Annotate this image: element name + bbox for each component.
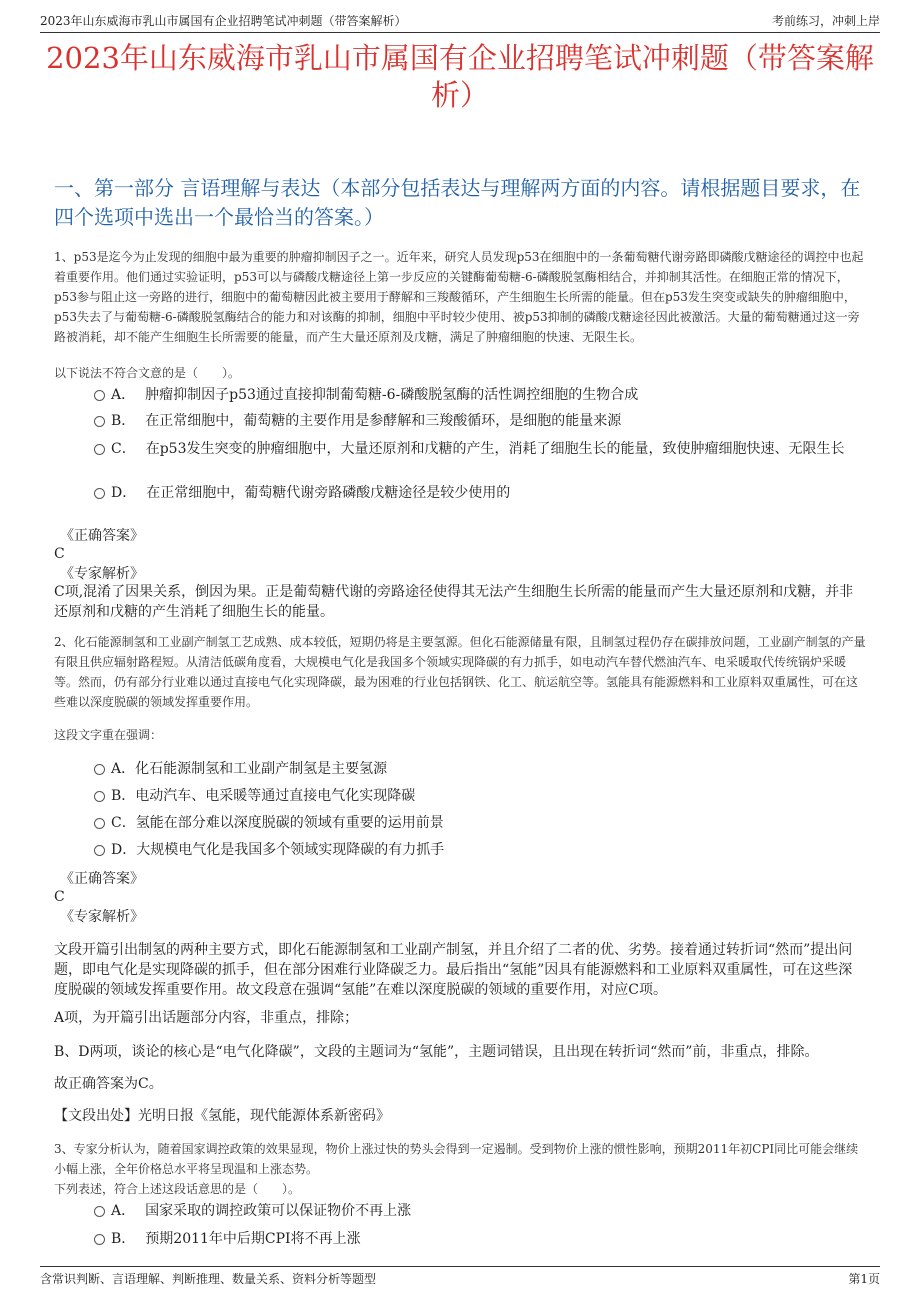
q2-option-d[interactable]	[94, 839, 866, 861]
q3-question: 下列表述，符合上述这段话意思的是（ ）。	[54, 1182, 301, 1196]
q2-analysis-label: 《专家解析》	[60, 909, 144, 925]
q2-analysis-paragraph: 故正确答案为C。	[54, 1076, 163, 1092]
option-letter: D．	[111, 842, 137, 858]
radio-icon[interactable]	[94, 818, 105, 829]
header-slogan: 考前练习，冲刺上岸	[771, 14, 880, 28]
q3-stem: 3、专家分析认为，随着国家调控政策的效果显现，物价上涨过快的势头会得到一定遏制。受到物价上涨的惯性影响，预期2011年初CPI同比可能会继续小幅上涨，全年价格总水平将呈现温和上涨态势。	[54, 1142, 859, 1176]
radio-icon[interactable]	[94, 791, 105, 802]
q2-question: 这段文字重在强调：	[54, 728, 163, 742]
q2-analysis-paragraph: B、D两项，谈论的核心是“电气化降碳”，文段的主题词为“氢能”，主题词错误，且出现在转折词“然而”前，非重点，排除。	[54, 1044, 819, 1060]
header-title: 2023年山东威海市乳山市属国有企业招聘笔试冲刺题（带答案解析）	[40, 14, 407, 28]
option-letter: C．	[111, 815, 136, 831]
option-letter: B．	[111, 413, 136, 429]
q2-answer-label: 《正确答案》	[60, 871, 144, 887]
q1-question: 以下说法不符合文意的是（ ）。	[54, 366, 241, 380]
radio-icon[interactable]	[94, 390, 105, 401]
footer-note: 含常识判断、言语理解、判断推理、数量关系、资料分析等题型	[40, 1272, 377, 1286]
q2-option-a[interactable]	[94, 758, 866, 780]
radio-icon[interactable]	[94, 488, 105, 499]
radio-icon[interactable]	[94, 444, 105, 455]
radio-icon[interactable]	[94, 764, 105, 775]
q2-analysis-paragraph: A项，为开篇引出话题部分内容，非重点，排除；	[54, 1010, 359, 1026]
q1-answer-label: 《正确答案》	[60, 528, 144, 544]
page-header	[40, 10, 880, 33]
page-footer	[40, 1266, 880, 1291]
radio-icon[interactable]	[94, 845, 105, 856]
q3-option-a[interactable]	[94, 1200, 866, 1222]
option-text: 在正常细胞中，葡萄糖的主要作用是参酵解和三羧酸循环，是细胞的能量来源	[145, 413, 622, 429]
q1-analysis: C项,混淆了因果关系，倒因为果。正是葡萄糖代谢的旁路途径使得其无法产生细胞生长所需的能量而产生大量还原剂和戊糖，并非还原剂和戊糖的产生消耗了细胞生长的能量。	[54, 584, 854, 620]
q1-option-d[interactable]	[94, 482, 866, 504]
option-text: 在正常细胞中，葡萄糖代谢旁路磷酸戊糖途径是较少使用的	[146, 485, 511, 501]
q1-option-b[interactable]	[94, 410, 866, 432]
option-letter: B．	[111, 788, 136, 804]
q2-stem: 2、化石能源制氢和工业副产制氢工艺成熟、成本较低，短期仍将是主要氢源。但化石能源储量有限，且制氢过程仍存在碳排放问题，工业副产制氢的产量有限且供应辐射路程短。从清洁低碳角度看，大规模电气化是我国多个领域实现降碳的有力抓手，如电动汽车替代燃油汽车、电采暖取代传统锅炉采暖等。然而，仍有部分行业难以通过直接电气化实现降碳，最为困难的行业包括钢铁、化工、航运航空等。氢能具有能源燃料和工业原料双重属性，可在这些难以深度脱碳的领域发挥重要作用。	[54, 635, 866, 709]
q1-option-a[interactable]	[94, 384, 866, 406]
option-text: 化石能源制氢和工业副产制氢是主要氢源	[135, 761, 388, 777]
section-heading: 一、第一部分 言语理解与表达（本部分包括表达与理解两方面的内容。请根据题目要求，在四个选项中选出一个最恰当的答案。）	[54, 176, 861, 229]
option-text: 肿瘤抑制因子p53通过直接抑制葡萄糖-6-磷酸脱氢酶的活性调控细胞的生物合成	[145, 387, 639, 403]
option-text: 大规模电气化是我国多个领域实现降碳的有力抓手	[136, 842, 445, 858]
q3-option-b[interactable]	[94, 1228, 866, 1250]
option-text: 预期2011年中后期CPI将不再上涨	[145, 1231, 361, 1247]
option-text: 在p53发生突变的肿瘤细胞中，大量还原剂和戊糖的产生，消耗了细胞生长的能量，致使肿瘤细胞快速、无限生长	[145, 441, 845, 457]
q1-stem: 1、p53是迄今为止发现的细胞中最为重要的肿瘤抑制因子之一。近年来，研究人员发现p53在细胞中的一条葡萄糖代谢旁路即磷酸戊糖途径的调控中也起着重要作用。他们通过实验证明，p53可以与磷酸戊糖途径上第一步反应的关键酶葡萄糖-6-磷酸脱氢酶相结合，并抑制其活性。在细胞正常的情况下，p53参与阻止这一旁路的进行，细胞中的葡萄糖因此被主要用于酵解和三羧酸循环，产生细胞生长所需的能量。但在p53发生突变或缺失的肿瘤细胞中，p53失去了与葡萄糖-6-磷酸脱氢酶结合的能力和对该酶的抑制，细胞中平时较少使用、被p53抑制的磷酸戊糖途径因此被激活。大量的葡萄糖通过这一旁路被消耗，却不能产生细胞生长所需要的能量，而产生大量还原剂及戊糖，满足了肿瘤细胞的快速、无限生长。	[54, 250, 864, 344]
q2-option-c[interactable]	[94, 812, 866, 834]
q2-source: 【文段出处】光明日报《氢能，现代能源体系新密码》	[54, 1108, 390, 1124]
option-letter: A．	[111, 1203, 136, 1219]
option-letter: A．	[111, 761, 136, 777]
radio-icon[interactable]	[94, 416, 105, 427]
option-text: 氢能在部分难以深度脱碳的领域有重要的运用前景	[135, 815, 444, 831]
option-text: 国家采取的调控政策可以保证物价不再上涨	[145, 1203, 412, 1219]
q2-analysis-paragraph: 文段开篇引出制氢的两种主要方式，即化石能源制氢和工业副产制氢，并且介绍了二者的优、劣势。接着通过转折词“然而”提出问题，即电气化是实现降碳的抓手，但在部分困难行业降碳乏力。最后指出“氢能”因具有能源燃料和工业原料双重属性，可在这些深度脱碳的领域发挥重要作用。故文段意在强调“氢能”在难以深度脱碳的领域的重要作用，对应C项。	[54, 942, 853, 998]
option-letter: C．	[111, 441, 136, 457]
q1-answer: C	[54, 546, 65, 562]
option-letter: B．	[111, 1231, 136, 1247]
radio-icon[interactable]	[94, 1206, 105, 1217]
q1-analysis-label: 《专家解析》	[60, 566, 144, 582]
option-letter: A．	[111, 387, 136, 403]
q2-option-b[interactable]	[94, 785, 866, 807]
document-title: 2023年山东威海市乳山市属国有企业招聘笔试冲刺题（带答案解析）	[46, 41, 874, 112]
option-letter: D．	[111, 485, 137, 501]
option-text: 电动汽车、电采暖等通过直接电气化实现降碳	[135, 788, 416, 804]
radio-icon[interactable]	[94, 1234, 105, 1245]
page-number: 第1页	[848, 1272, 880, 1286]
q2-answer: C	[54, 889, 65, 905]
q1-option-c[interactable]	[94, 438, 866, 460]
